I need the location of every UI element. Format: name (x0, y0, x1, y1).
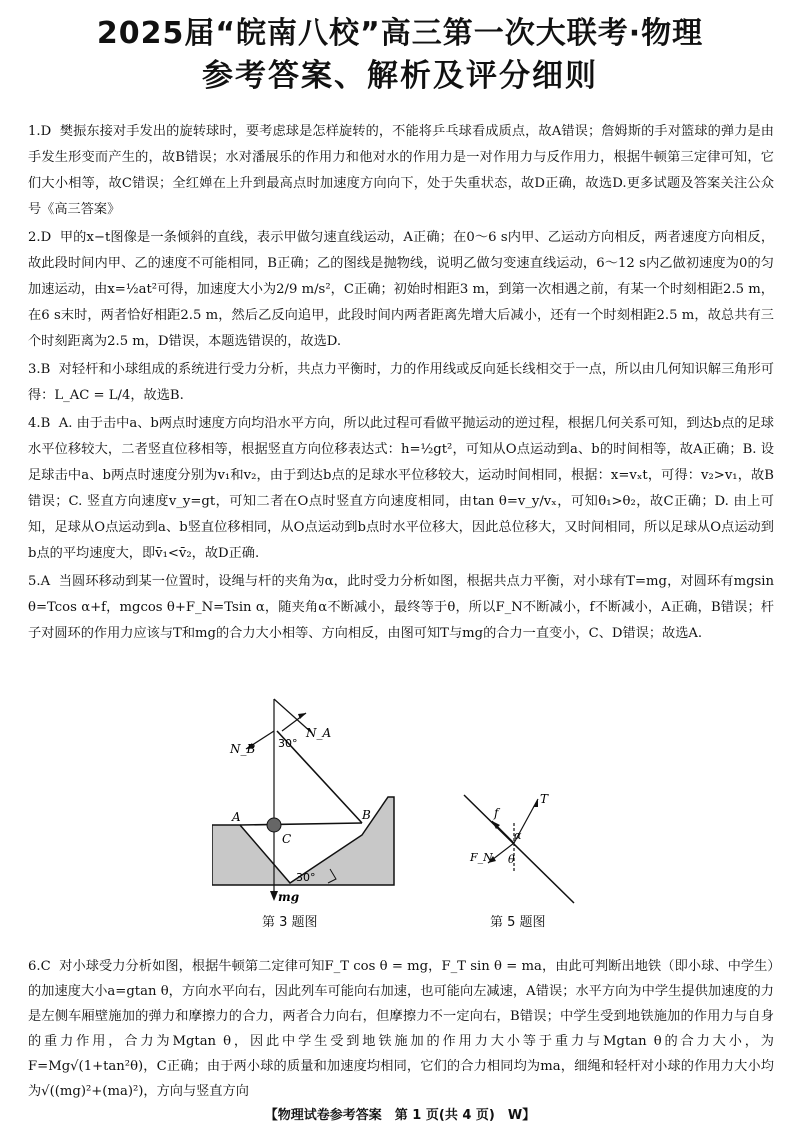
fig3-arrowhead-down (270, 891, 278, 901)
answer-choice: C (40, 959, 51, 975)
fig3-label-c: C (282, 832, 292, 846)
answer-item (28, 411, 774, 567)
answer-item (28, 357, 774, 409)
figure-3-caption: 第 3 题图 (262, 915, 318, 930)
fig5-label-alpha: α (514, 829, 522, 842)
answer-number: 6. (28, 959, 41, 975)
answer-number: 4. (28, 416, 41, 431)
answer-text: 樊振东接对手发出的旋转球时，要考虑球是怎样旋转的，不能将乒乓球看成质点，故A错误；詹姆斯的手对篮球的弹力是由手发生形变而产生的，故B错误；水对潘展乐的作用力和他对水的作用力是一对作用力与反作用力，根据牛顿第三定律可知，它们大小相等，故C错误；全红婵在上升到最高点时加速度方向向下，处于失重状态，故D正确，故选D.更多试题及答案关注公众号《高三答案》 (28, 124, 775, 217)
fig3-label-nb: N_B (230, 742, 256, 756)
answer-item (28, 954, 774, 1104)
answer-number: 1. (28, 124, 41, 139)
figure-5-diagram (456, 793, 576, 905)
fig3-label-na: N_A (306, 726, 332, 740)
answer-number: 2. (28, 230, 41, 245)
answer-choice: D (40, 230, 52, 245)
figure-5-caption: 第 5 题图 (490, 915, 546, 930)
answer-item (28, 119, 774, 223)
fig5-label-f: f (494, 806, 499, 820)
page-footer: 【物理试卷参考答案 第 1 页(共 4 页) W】 (264, 1108, 536, 1123)
fig5-label-t: T (540, 793, 549, 806)
figure-3-diagram (212, 693, 402, 905)
answer-number: 3. (28, 362, 41, 377)
answer-number: 5. (28, 574, 41, 589)
fig5-rod (464, 795, 574, 903)
answer-text: 当圆环移动到某一位置时，设绳与杆的夹角为α，此时受力分析如图，根据共点力平衡，对小球有T=mg，对圆环有mgsin θ=Tcos α+f，mgcos θ+F_N=Tsin α，随夹角α不断减小，最终等于θ，所以F_N不断减小，f不断减小，A正确，B错误；杆子对圆环的作用力应该与T和mg的合力大小相等、方向相反，由图可知T与mg的合力一直变小，C、D错误；故选A. (28, 574, 774, 641)
fig3-label-angle-bottom: 30° (296, 871, 316, 884)
answer-choice: A (40, 574, 51, 589)
fig5-label-theta: θ (508, 853, 515, 866)
answer-item (28, 225, 774, 355)
fig3-ball (267, 818, 281, 832)
answers-list (28, 119, 774, 649)
answer-item (28, 569, 774, 647)
answer-text: 对轻杆和小球组成的系统进行受力分析，共点力平衡时，力的作用线或反向延长线相交于一点，所以由几何知识解三角形可得：L_AC = L/4，故选B. (28, 362, 774, 403)
answer-choice: B (40, 416, 51, 431)
figures-row (0, 693, 800, 933)
fig3-label-angle-top: 30° (278, 737, 298, 750)
fig3-label-mg: mg (278, 890, 300, 904)
answer-text: 甲的x−t图像是一条倾斜的直线，表示甲做匀速直线运动，A正确；在0～6 s内甲、乙运动方向相反，两者速度方向相反，故此段时间内甲、乙的速度不可能相同，B正确；乙的图线是抛物线，说明乙做匀变速直线运动，6～12 s内乙做初速度为0的匀加速运动，由x=½at²可得，加速度大小为2/9 m/s²，C正确；初始时相距3 m，到第一次相遇之前，有某一个时刻相距2.5 m，在6 s末时，两者恰好相距2.5 m，然后乙反向追甲，此段时间内两者距离先增大后减小，还有一个时刻相距2.5 m，故总共有三个时刻距离为2.5 m，D错误，本题选错误的，故选D. (28, 230, 775, 349)
answer-choice: B (40, 362, 51, 377)
fig3-label-a: A (232, 810, 241, 824)
fig3-rod (240, 823, 362, 825)
answer-choice: D (40, 124, 52, 139)
answer-text: 对小球受力分析如图，根据牛顿第二定律可知F_T cos θ = mg，F_T sin θ = ma，由此可判断出地铁（即小球、中学生）的加速度大小a=gtan θ，方向水平向右，因此列车可能向右加速，也可能向左减速，A错误；水平方向为中学生提供加速度的力是左侧车厢壁施加的弹力和摩擦力的合力，两者合力向右，但摩擦力不一定向右，B错误；中学生受到地铁施加的作用力与自身的重力作用，合力为Mgtan θ，因此中学生受到地铁施加的作用力大小等于重力与Mgtan θ的合力大小，为F=Mg√(1+tan²θ)，C正确；由于两小球的质量和加速度均相同，它们的合力相同均为ma，细绳和轻杆对小球的作用力大小均为√((mg)²+(ma)²)，方向与竖直方向 (28, 959, 774, 1100)
fig3-label-b: B (362, 808, 371, 822)
answer-text: A. 由于击中a、b两点时速度方向均沿水平方向，所以此过程可看做平抛运动的逆过程，根据几何关系可知，到达b点的足球水平位移较大，二者竖直位移相等，根据竖直方向位移表达式：h=½gt²，可知从O点运动到a、b的时间相等，故A正确；B. 设足球击中a、b两点时速度分别为v₁和v₂，由于到达b点的足球水平位移较大，运动时间相同，根据：x=vₓt，可得：v₂>v₁，故B错误；C. 竖直方向速度v_y=gt，可知二者在O点时竖直方向速度相同，由tan θ=v_y/vₓ，可知θ₁>θ₂，故C正确；D. 由上可知，足球从O点运动到a、b竖直位移相同，从O点运动到b点时水平位移大，因此总位移大，又时间相同，所以足球从O点运动到b点的平均速度大，即v̄₁<v̄₂，故D正确. (28, 416, 774, 561)
page-subtitle: 参考答案、解析及评分细则 (202, 58, 598, 94)
fig5-label-fn: F_N (470, 851, 493, 864)
page-title: 2025届“皖南八校”高三第一次大联考·物理 (96, 16, 704, 51)
